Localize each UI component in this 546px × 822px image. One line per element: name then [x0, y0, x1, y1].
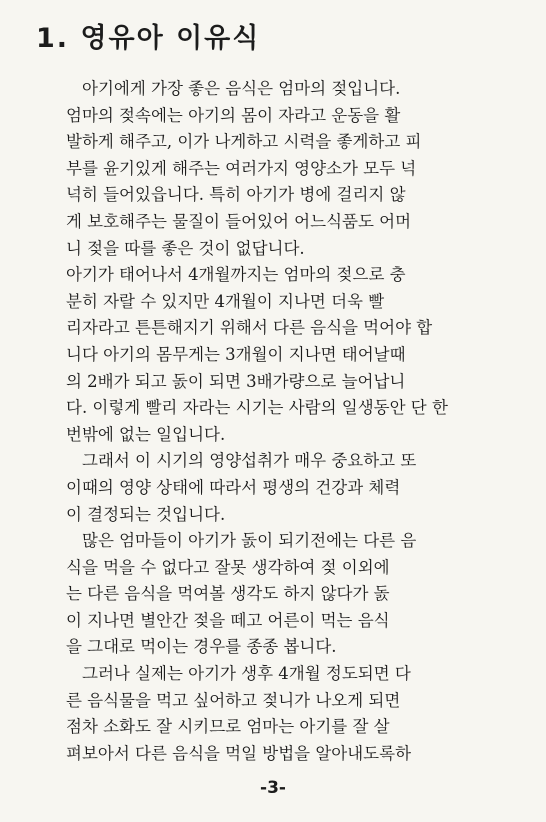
text-line: 번밖에 없는 일입니다. [66, 424, 226, 444]
text-line: 많은 엄마들이 아기가 돐이 되기전에는 다른 음 [82, 531, 417, 551]
text-line: 리자라고 튼튼해지기 위해서 다른 음식을 먹어야 합 [66, 318, 433, 338]
text-line: 이 지나면 별안간 젖을 떼고 어른이 먹는 음식 [66, 610, 390, 630]
text-line: 는 다른 음식을 먹여볼 생각도 하지 않다가 돐 [66, 584, 390, 604]
text-line: 엄마의 젖속에는 아기의 몸이 자라고 운동을 활 [66, 105, 401, 125]
text-line: 니다 아기의 몸무게는 3개월이 지나면 태어날때 [66, 344, 406, 364]
section-title: 1. 영유아 이유식 [36, 23, 261, 54]
text-line: 른 음식물을 먹고 싶어하고 젖니가 나오게 되면 [66, 690, 401, 710]
text-line: 발하게 해주고, 이가 나게하고 시력을 좋게하고 피 [66, 132, 422, 152]
text-line: 그러나 실제는 아기가 생후 4개월 정도되면 다 [82, 664, 411, 684]
text-line: 그래서 이 시기의 영양섭취가 매우 중요하고 또 [82, 451, 417, 471]
page-number: -3- [260, 778, 286, 798]
text-line: 게 보호해주는 물질이 들어있어 어느식품도 어머 [66, 211, 412, 231]
text-line: 다. 이렇게 빨리 자라는 시기는 사람의 일생동안 단 한 [66, 398, 448, 418]
text-line: 아기에게 가장 좋은 음식은 엄마의 젖입니다. [82, 79, 401, 98]
text-line: 점차 소화도 잘 시키므로 엄마는 아기를 잘 살 [66, 717, 390, 737]
text-line: 넉히 들어있읍니다. 특히 아기가 병에 걸리지 않 [66, 185, 406, 205]
text-line: 이때의 영양 상태에 따라서 평생의 건강과 체력 [66, 477, 401, 497]
text-line: 펴보아서 다른 음식을 먹일 방법을 알아내도록하 [66, 743, 412, 763]
text-line: 아기가 태어나서 4개월까지는 엄마의 젖으로 충 [66, 265, 406, 285]
text-line: 부를 윤기있게 해주는 여러가지 영양소가 모두 넉 [66, 158, 417, 178]
text-line: 이 결정되는 것입니다. [66, 504, 226, 524]
body-text [66, 76, 518, 767]
text-line: 을 그대로 먹이는 경우를 종종 봅니다. [66, 637, 337, 657]
text-line: 의 2배가 되고 돐이 되면 3배가량으로 늘어납니 [66, 371, 406, 391]
text-line: 분히 자랄 수 있지만 4개월이 지나면 더욱 빨 [66, 291, 385, 311]
text-line: 식을 먹을 수 없다고 잘못 생각하여 젖 이외에 [66, 557, 390, 577]
text-line: 니 젖을 따를 좋은 것이 없답니다. [66, 238, 305, 258]
